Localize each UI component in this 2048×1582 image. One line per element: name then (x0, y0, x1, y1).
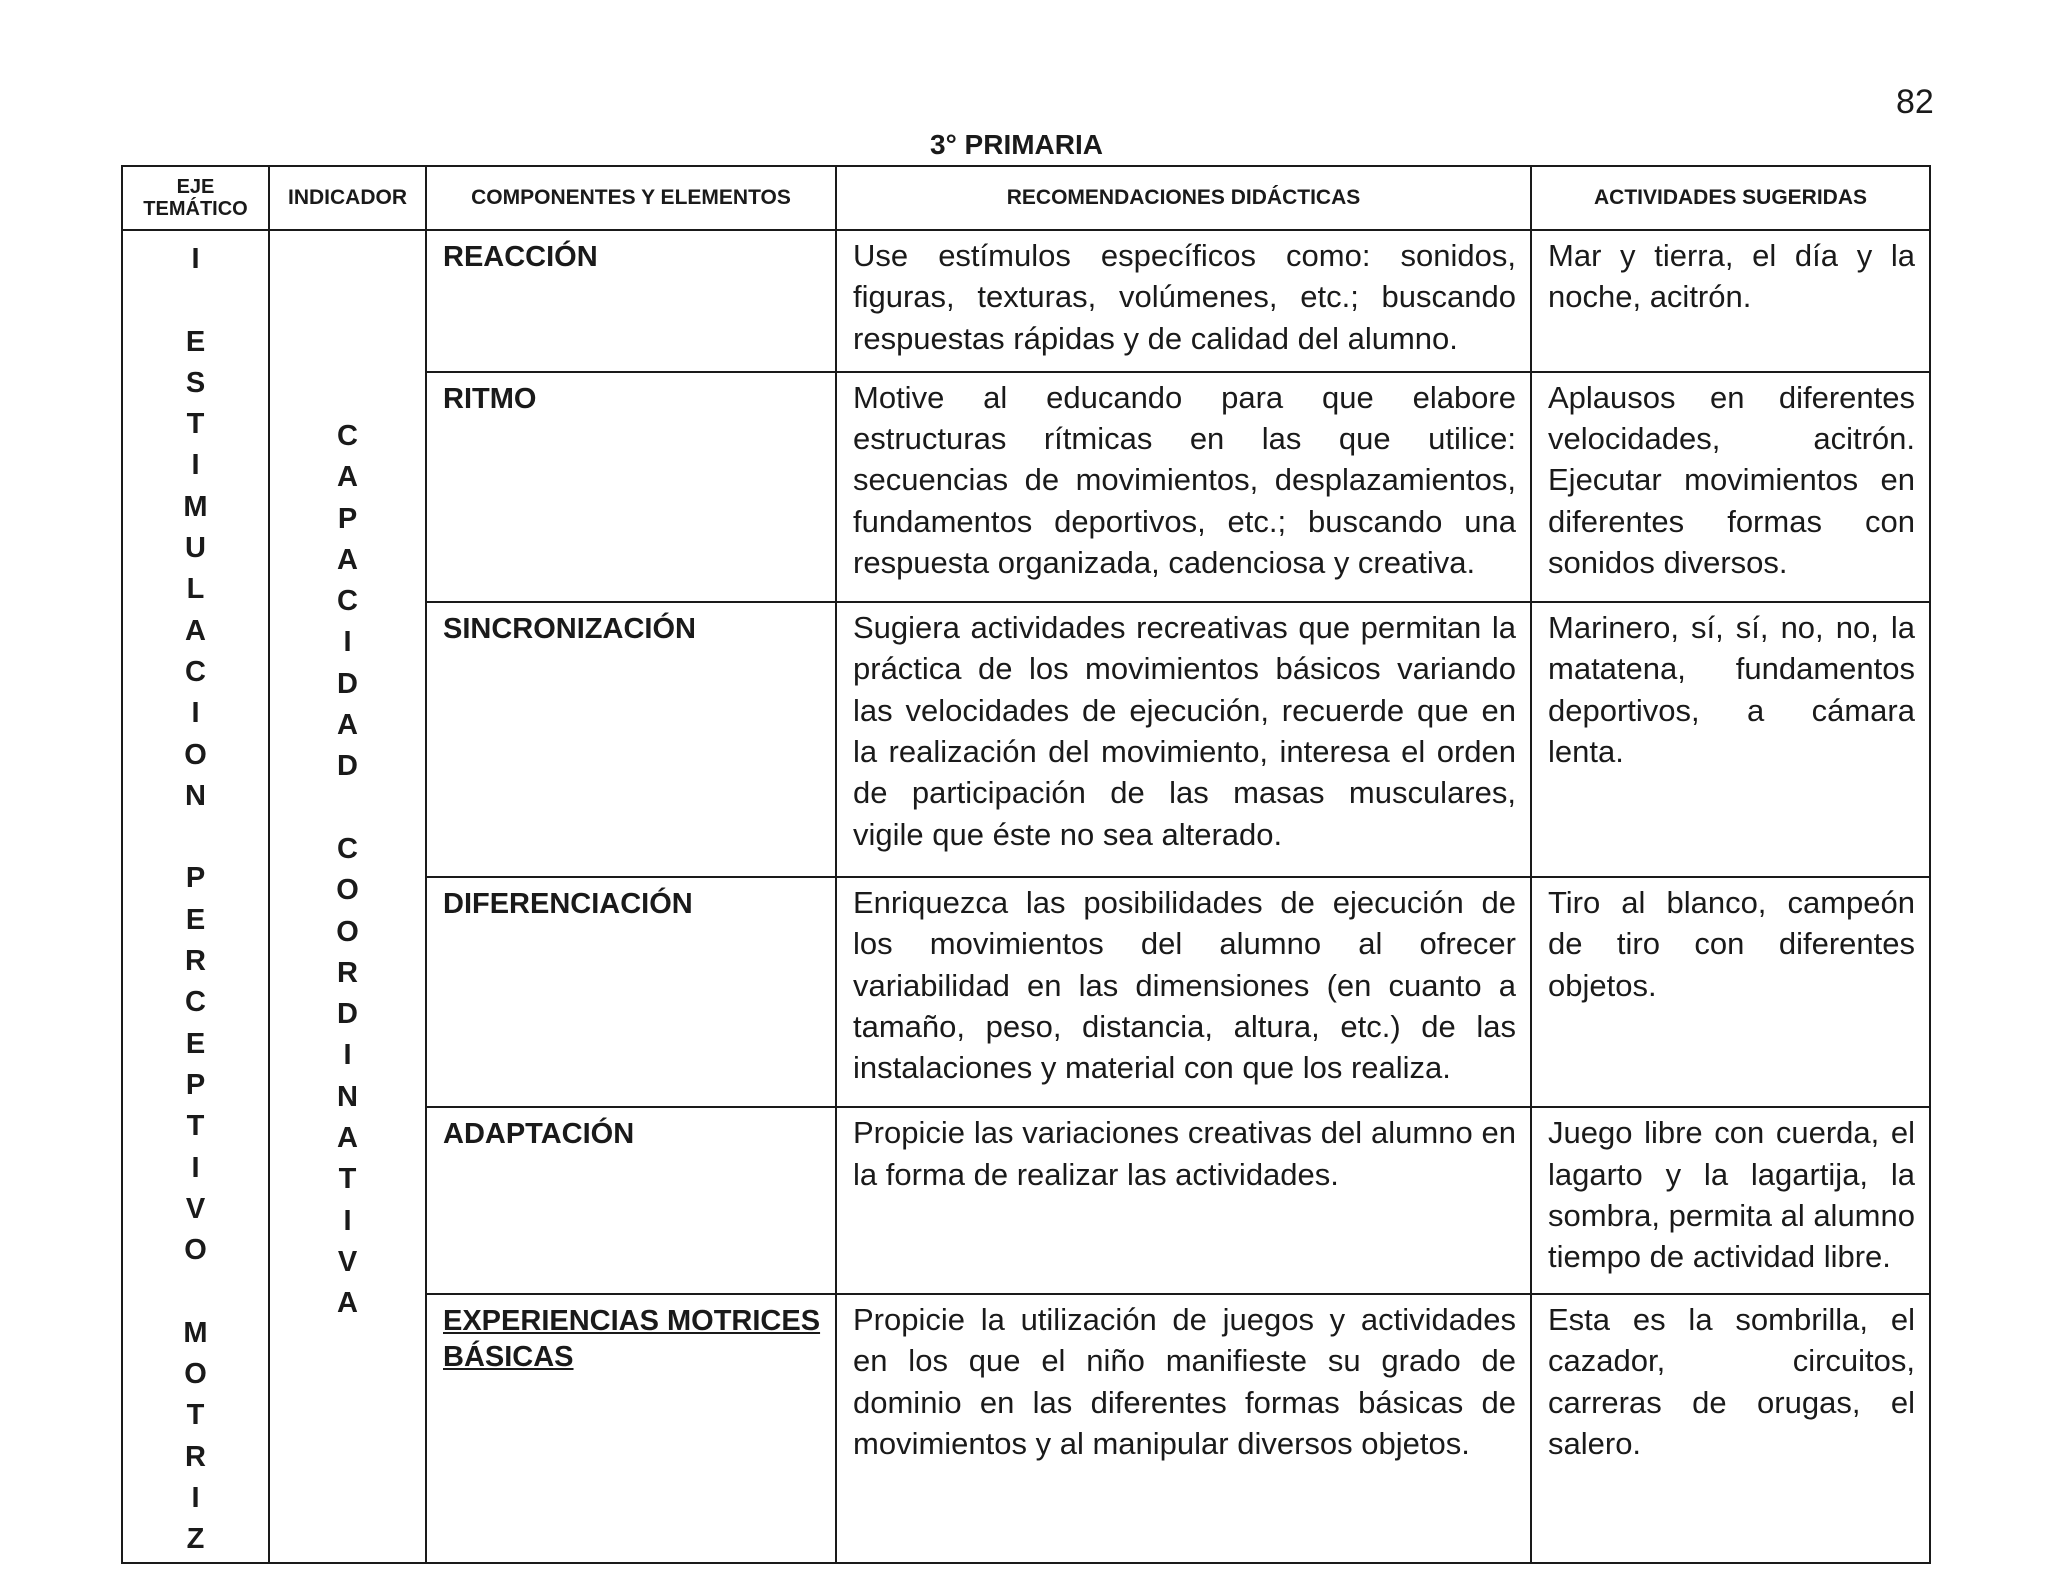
actividades-cell: Mar y tierra, el día y la noche, acitrón. (1531, 230, 1930, 372)
actividades-cell: Tiro al blanco, campeón de tiro con diferentes objetos. (1531, 877, 1930, 1107)
page-title: 3° PRIMARIA (930, 129, 1103, 160)
recomendacion-cell: Propicie la utilización de juegos y actividades en los que el niño manifieste su grado de dominio en las diferentes formas básicas de movimientos y al manipular diversos objetos. (836, 1294, 1531, 1562)
header-eje-tematico: EJE TEMÁTICO (122, 166, 269, 230)
component-label: REACCIÓN (443, 241, 598, 273)
component-label: DIFERENCIACIÓN (443, 887, 693, 920)
recomendacion-cell: Sugiera actividades recreativas que permitan la práctica de los movimientos básicos variando las velocidades de ejecución, recuerde que en la realización del movimiento, interesa el orden de participación de las masas musculares, vigile que éste no sea alterado. (836, 602, 1531, 877)
table-row (122, 230, 1930, 372)
component-label: RITMO (443, 382, 537, 415)
component-label: EXPERIENCIAS MOTRICES BÁSICAS (443, 1305, 821, 1374)
header-row (122, 166, 1930, 230)
component-label: ADAPTACIÓN (443, 1118, 635, 1151)
header-recomendaciones: RECOMENDACIONES DIDÁCTICAS (836, 166, 1531, 230)
header-componentes: COMPONENTES Y ELEMENTOS (426, 166, 836, 230)
component-cell (426, 877, 836, 1107)
actividades-cell: Esta es la sombrilla, el cazador, circuitos, carreras de orugas, el salero. (1531, 1294, 1930, 1562)
indicador-text: C A P A C I D A D C O O R D I N A T I V A (336, 420, 359, 1320)
header-indicador: INDICADOR (269, 166, 426, 230)
actividades-cell: Juego libre con cuerda, el lagarto y la lagartija, la sombra, permita al alumno tiempo de actividad libre. (1531, 1107, 1930, 1294)
recomendacion-cell: Use estímulos específicos como: sonidos, figuras, texturas, volúmenes, etc.; buscando respuestas rápidas y de calidad del alumno. (836, 230, 1531, 372)
component-cell (426, 1294, 836, 1562)
component-cell (426, 602, 836, 877)
recomendacion-cell: Enriquezca las posibilidades de ejecución de los movimientos del alumno al ofrecer variabilidad en las dimensiones (en cuanto a tamaño, peso, distancia, altura, etc.) de las instalaciones y material con que los realiza. (836, 877, 1531, 1107)
recomendacion-cell: Motive al educando para que elabore estructuras rítmicas en las que utilice: secuencias de movimientos, desplazamientos, fundamentos deportivos, etc.; buscando una respuesta organizada, cadenciosa y creativa. (836, 372, 1531, 602)
eje-tematico-cell (122, 230, 269, 1563)
recomendacion-cell: Propicie las variaciones creativas del alumno en la forma de realizar las actividades. (836, 1107, 1531, 1294)
eje-tematico-text: I E S T I M U L A C I O N P E R C E P T I V O M O T R I Z (183, 243, 208, 1556)
component-label: SINCRONIZACIÓN (443, 613, 696, 646)
actividades-cell: Marinero, sí, sí, no, no, la matatena, fundamentos deportivos, a cámara lenta. (1531, 602, 1930, 877)
page-number: 82 (1896, 83, 1934, 121)
component-cell (426, 230, 836, 372)
actividades-cell: Aplausos en diferentes velocidades, acitrón. Ejecutar movimientos en diferentes formas con sonidos diversos. (1531, 372, 1930, 602)
component-cell (426, 1107, 836, 1294)
component-cell (426, 372, 836, 602)
header-actividades: ACTIVIDADES SUGERIDAS (1531, 166, 1930, 230)
indicador-cell (269, 230, 426, 1563)
curriculum-table (121, 165, 1931, 1564)
